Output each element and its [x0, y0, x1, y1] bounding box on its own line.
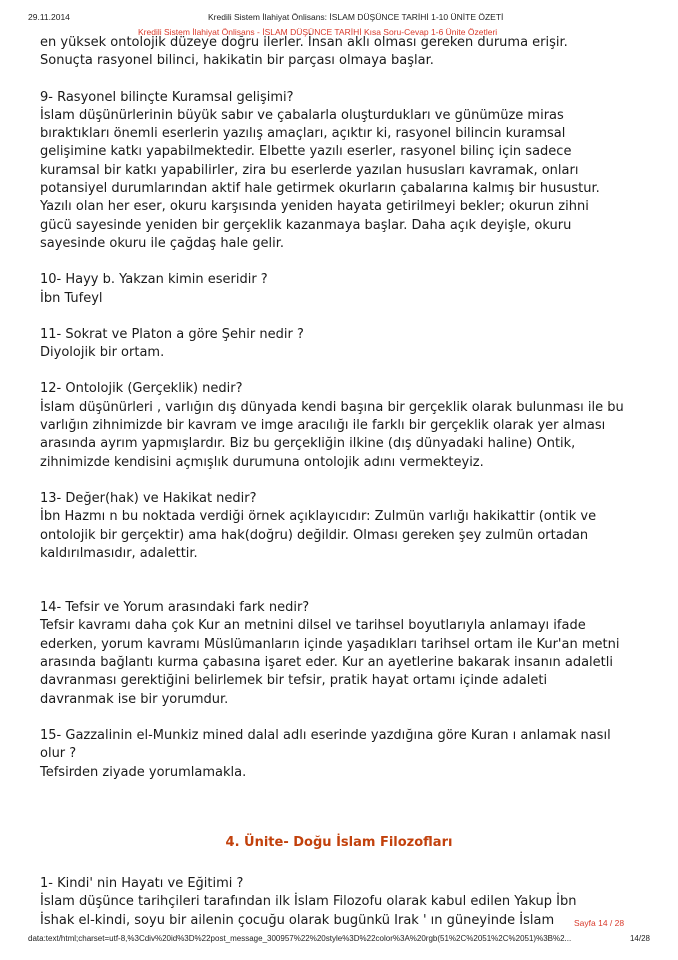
print-url: data:text/html;charset=utf-8,%3Cdiv%20id%3D%22post_message_300957%22%20style%3D%22color%3A%20rgb(51%2C%2051%2C%2051)%3B%2...	[28, 934, 572, 943]
browser-print-header	[28, 12, 650, 24]
question: 13- Değer(hak) ve Hakikat nedir?	[40, 490, 257, 506]
question: 1- Kindi' nin Hayatı ve Eğitimi ?	[40, 876, 244, 891]
question: 9- Rasyonel bilinçte Kuramsal gelişimi?	[40, 89, 294, 105]
document-body	[40, 34, 640, 782]
question: 14- Tefsir ve Yorum arasındaki fark nedir?	[40, 600, 310, 616]
browser-print-footer	[28, 934, 650, 946]
unit-heading: 4. Ünite- Doğu İslam Filozofları	[225, 835, 453, 850]
answer-line: varlığın zihnimizde bir kavram ve imge aracılığı ile farklı bir gerçeklik olarak yer alması	[40, 418, 606, 434]
qa-item-12	[40, 380, 640, 471]
answer-line: bıraktıkları önemli eserlerin yazılış amaçları, açıktır ki, rasyonel bilincin kuramsal	[40, 126, 566, 142]
print-page-count: 14/28	[629, 934, 650, 943]
qa-item-10	[40, 271, 640, 308]
answer-line: davranmak ise bir yorumdur.	[40, 691, 229, 707]
question: 15- Gazzalinin el-Munkiz mined dalal adlı eserinde yazdığına göre Kuran ı anlamak nasıl	[40, 727, 611, 743]
answer-line: potansiyel durumlarından aktif hale getirmek okurların çabalarına kalmış bir husustur.	[40, 181, 600, 197]
answer-line: İshak el-kindi, soyu bir ailenin çocuğu olarak bugünkü Irak ' ın güneyinde İslam	[40, 912, 555, 928]
unit-section	[40, 875, 640, 930]
qa-item-15	[40, 727, 640, 782]
question: 11- Sokrat ve Platon a göre Şehir nedir ?	[40, 326, 304, 342]
qa-item-14	[40, 599, 640, 709]
answer-line: zihnimizde kendisini açmışlık durumuna ontolojik adını vermekteyiz.	[40, 454, 484, 470]
answer-line: ederken, yorum kavramı Müslümanların içinde yaşadıkları tarihsel ortam ile Kur'an metni	[40, 636, 620, 652]
document-red-header: Kredili Sistem İlahiyat Önlisans - İSLAM DÜŞÜNCE TARİHİ Kısa Soru-Cevap 1-6 Ünite Özetleri	[138, 27, 498, 37]
print-date: 29.11.2014	[28, 12, 70, 22]
answer-line: arasında ayrım yapmışlardır. Biz bu gerçekliğin ilkine (dış dünyadaki haline) Ontik,	[40, 436, 576, 452]
question: 10- Hayy b. Yakzan kimin eseridir ?	[40, 272, 268, 288]
answer-line: İbn Hazmı n bu noktada verdiği örnek açıklayıcıdır: Zulmün varlığı hakikattir (ontik ve	[40, 509, 597, 525]
answer-line: İbn Tufeyl	[40, 290, 103, 306]
answer-line: gücü sayesinde yeniden bir gerçeklik kazanmaya başlar. Daha açık deyişle, okuru	[40, 217, 572, 233]
qa-item-9	[40, 89, 640, 254]
qa-item-11	[40, 326, 640, 363]
answer-line: İslam düşünürleri , varlığın dış dünyada kendi başına bir gerçeklik olarak bulunması ile bu	[40, 399, 624, 415]
page-label: Sayfa 14 / 28	[574, 918, 625, 928]
answer-line: gelişimine katkı yapabilmektedir. Elbette yazılı eserler, rasyonel bilinç için sadece	[40, 144, 572, 160]
question-continued: olur ?	[40, 746, 77, 762]
answer-line: sayesinde okuru ile çağdaş hale gelir.	[40, 235, 285, 251]
answer-line: Yazılı olan her eser, okuru karşısında yeniden hayata getirilmeyi bekler; okurun zihni	[40, 199, 589, 215]
qa-item-13	[40, 490, 640, 563]
intro-line: Sonuçta rasyonel bilinci, hakikatin bir parçası olmaya başlar.	[40, 53, 434, 69]
question: 12- Ontolojik (Gerçeklik) nedir?	[40, 381, 243, 397]
intro-line: en yüksek ontolojik düzeye doğru ilerler. İnsan aklı olması gereken duruma erişir.	[40, 35, 568, 50]
answer-line: İslam düşünce tarihçileri tarafından ilk İslam Filozofu olarak kabul edilen Yakup İbn	[40, 894, 577, 910]
answer-line: ontolojik bir gerçektir) ama hak(doğru) değildir. Olması gereken şey zulmün ortadan	[40, 527, 589, 543]
answer-line: Diyolojik bir ortam.	[40, 345, 165, 361]
answer-line: kaldırılmasıdır, adalettir.	[40, 545, 198, 561]
answer-line: Tefsir kavramı daha çok Kur an metnini dilsel ve tarihsel boyutlarıyla anlamayı ifade	[40, 618, 586, 634]
print-title: Kredili Sistem İlahiyat Önlisans: İSLAM DÜŞÜNCE TARİHİ 1-10 ÜNİTE ÖZETİ	[208, 12, 504, 22]
answer-line: Tefsirden ziyade yorumlamakla.	[40, 764, 247, 780]
answer-line: kuramsal bir katkı yapabilirler, zira bu eserlerde yazılan hususları kavramak, onları	[40, 162, 579, 178]
answer-line: arasında bağlantı kurma çabasına işaret eder. Kur an ayetlerine bakarak insanın adaletli	[40, 655, 613, 671]
answer-line: İslam düşünürlerinin büyük sabır ve çabalarla oluşturdukları ve günümüze miras	[40, 107, 564, 123]
answer-line: davranması gerektiğini belirlemek bir tefsir, pratik hayat ortamı içinde adaleti	[40, 673, 548, 689]
